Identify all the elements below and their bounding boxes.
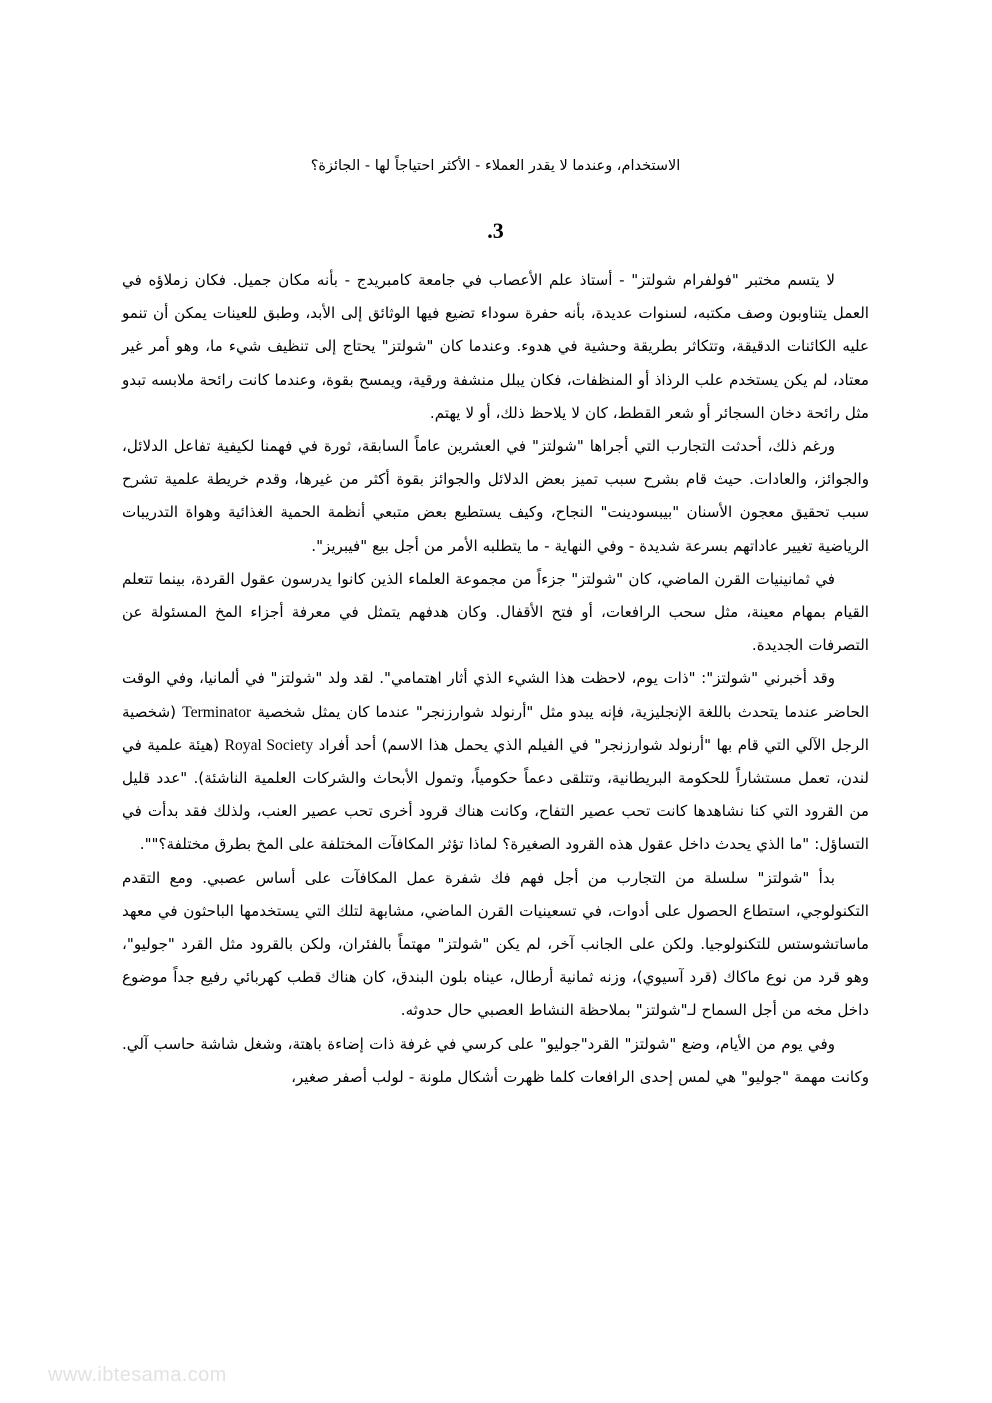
site-watermark: www.ibtesama.com bbox=[48, 1364, 227, 1386]
paragraph-1: لا يتسم مختبر "فولفرام شولتز" - أستاذ علم الأعصاب في جامعة كامبريدج - بأنه مكان جميل. فكان زملاؤه في العمل يتناوبون وصف مكتبه، لسنوات عديدة، بأنه حفرة سوداء تضيع فيها الوثائق إلى الأبد، وطبق للعينات يمكن أن تنمو عليه الكائنات الدقيقة، وتتكاثر بطريقة وحشية في هدوء. وعندما كان "شولتز" يحتاج إلى تنظيف شيء ما، وهو أمر غير معتاد، لم يكن يستخدم علب الرذاذ أو المنظفات، فكان يبلل منشفة ورقية، ويمسح بقوة، وعندما كانت رائحة ملابسه تبدو مثل رائحة دخان السجائر أو شعر القطط، كان لا يلاحظ ذلك، أو لا يهتم. bbox=[122, 271, 869, 422]
paragraph-4-segment-ar-2: (شخصية الرجل الآلي التي قام بها "أرنولد شوارزنجر" في الفيلم الذي يحمل هذا الاسم) أحد أفراد bbox=[122, 702, 869, 754]
paragraph-4 bbox=[122, 662, 869, 861]
paragraph-6: وفي يوم من الأيام، وضع "شولتز" القرد"جوليو" على كرسي في غرفة ذات إضاءة باهتة، وشغل شاشة حاسب آلي. وكانت مهمة "جوليو" هي لمس إحدى الرافعات كلما ظهرت أشكال ملونة - لولب أصفر صغير، bbox=[122, 1034, 869, 1086]
paragraph-2: ورغم ذلك، أحدثت التجارب التي أجراها "شولتز" في العشرين عاماً السابقة، ثورة في فهمنا لكيفية تفاعل الدلائل، والجوائز، والعادات. حيث قام بشرح سبب تميز بعض الدلائل والجوائز بقوة أكثر من غيرها، وقدم خريطة علمية تشرح سبب تحقيق معجون الأسنان "بيبسودينت" النجاح، وكيف يستطيع بعض متبعي أنظمة الحمية الغذائية وهواة التدريبات الرياضية تغيير عاداتهم بسرعة شديدة - وفي النهاية - ما يتطلبه الأمر من أجل بيع "فيبريز". bbox=[122, 437, 869, 555]
paragraph-3: في ثمانينيات القرن الماضي، كان "شولتز" جزءاً من مجموعة العلماء الذين كانوا يدرسون عقول القردة، بينما تتعلم القيام بمهام معينة، مثل سحب الرافعات، أو فتح الأقفال. وكان هدفهم يتمثل في معرفة أجزاء المخ المسئولة عن التصرفات الجديدة. bbox=[122, 569, 869, 655]
running-header: الاستخدام، وعندما لا يقدر العملاء - الأكثر احتياجاً لها - الجائزة؟ bbox=[310, 158, 681, 174]
body-text-column bbox=[122, 264, 869, 1094]
section-number-heading: .3 bbox=[487, 218, 504, 243]
paragraph-5: بدأ "شولتز" سلسلة من التجارب من أجل فهم فك شفرة عمل المكافآت على أساس عصبي. ومع التقدم التكنولوجي، استطاع الحصول على أدوات، في تسعينيات القرن الماضي، مشابهة لتلك التي يستخدمها الباحثون في معهد ماساتشوستس للتكنولوجيا. ولكن على الجانب آخر، لم يكن "شولتز" مهتماً بالفئران، ولكن بالقرود مثل القرد "جوليو"، وهو قرد من نوع ماكاك (قرد آسيوي)، وزنه ثمانية أرطال، عيناه بلون البندق، كان هناك قطب كهربائي رفيع جداً موضوع داخل مخه من أجل السماح لـ"شولتز" بملاحظة النشاط العصبي حال حدوثه. bbox=[122, 868, 869, 1020]
paragraph-4-segment-ar-3: (هيئة علمية في لندن، تعمل مستشاراً للحكومة البريطانية، وتتلقى دعماً حكومياً، وتمول الأبحاث والشركات العلمية الناشئة). "عدد قليل من القرود التي كنا نشاهدها كانت تحب عصير التفاح، وكانت هناك قرود أخرى تحب عصير العنب، ولذلك فقد بدأت في التساؤل: "ما الذي يحدث داخل عقول هذه القرود الصغيرة؟ لماذا تؤثر المكافآت المختلفة على المخ بطرق مختلفة؟"". bbox=[122, 735, 869, 854]
term-royal-society: Royal Society bbox=[224, 736, 314, 754]
term-terminator: Terminator bbox=[182, 703, 252, 721]
paragraph-4-segment-ar-1: وقد أخبرني "شولتز": "ذات يوم، لاحظت هذا الشيء الذي أثار اهتمامي". لقد ولد "شولتز" في ألمانيا، وفي الوقت الحاضر عندما يتحدث باللغة الإنجليزية، فإنه يبدو مثل "أرنولد شوارزنجر" عندما كان يمثل شخصية bbox=[122, 669, 870, 721]
